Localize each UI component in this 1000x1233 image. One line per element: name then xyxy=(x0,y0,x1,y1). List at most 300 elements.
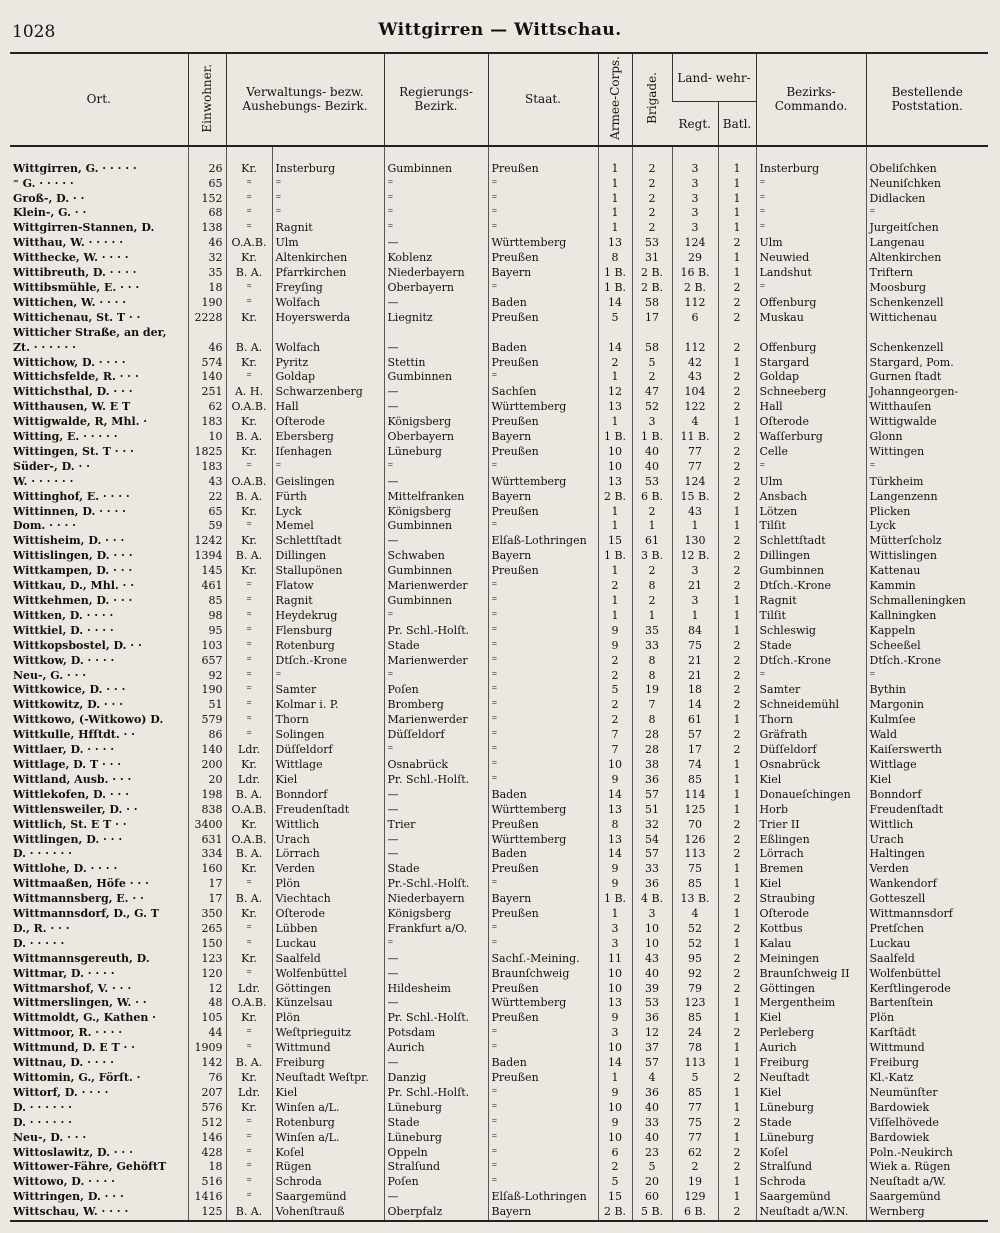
cell-army-corps: 13 xyxy=(598,475,632,490)
cell-brigade: 32 xyxy=(632,818,672,833)
cell-landwehr-batl: 1 xyxy=(718,907,756,922)
cell-army-corps: 9 xyxy=(598,1116,632,1131)
cell-place: Wittichenau, St. T · · xyxy=(13,310,141,324)
gazetteer-table xyxy=(10,52,988,1222)
table-row xyxy=(10,192,988,207)
cell-post-station: Wittichenau xyxy=(866,311,988,326)
cell-bezirks-commando: Stralſund xyxy=(756,1160,866,1175)
cell-landwehr-batl: 1 xyxy=(718,877,756,892)
cell-brigade: 40 xyxy=(632,967,672,982)
cell-admin-type: ⁼ xyxy=(226,1175,272,1190)
cell-brigade: 36 xyxy=(632,1011,672,1026)
cell-place: Wittkau, D., Mhl. · · xyxy=(13,579,135,593)
cell-admin-district: Künzelsau xyxy=(272,996,384,1011)
cell-population: 18 xyxy=(188,281,226,296)
cell-population: 140 xyxy=(188,743,226,758)
cell-bezirks-commando xyxy=(756,326,866,341)
cell-population: 631 xyxy=(188,833,226,848)
cell-brigade: 28 xyxy=(632,743,672,758)
cell-landwehr-regt: 57 xyxy=(672,728,718,743)
cell-landwehr-regt: 52 xyxy=(672,922,718,937)
cell-army-corps: 3 xyxy=(598,922,632,937)
cell-landwehr-batl: 2 xyxy=(718,311,756,326)
cell-landwehr-regt: 2 xyxy=(672,1160,718,1175)
cell-state: ⁼ xyxy=(488,1131,598,1146)
cell-population: 1242 xyxy=(188,534,226,549)
cell-admin-type: B. A. xyxy=(226,847,272,862)
cell-army-corps: 1 xyxy=(598,505,632,520)
cell-admin-type: ⁼ xyxy=(226,460,272,475)
cell-state: ⁼ xyxy=(488,1146,598,1161)
cell-army-corps: 2 xyxy=(598,579,632,594)
cell-admin-district: Oſterode xyxy=(272,415,384,430)
cell-landwehr-batl: 2 xyxy=(718,475,756,490)
cell-place: Wittmund, D. E T · · xyxy=(13,1041,136,1055)
cell-state: Württemberg xyxy=(488,236,598,251)
cell-state: ⁼ xyxy=(488,519,598,534)
cell-place: D. · · · · · · xyxy=(13,847,72,861)
cell-post-station: Neuſtadt a/W. xyxy=(866,1175,988,1190)
cell-state: Bayern xyxy=(488,549,598,564)
cell-population: 95 xyxy=(188,624,226,639)
cell-bezirks-commando: ⁼ xyxy=(756,177,866,192)
cell-admin-district: Pyritz xyxy=(272,356,384,371)
cell-regierungsbezirk: Lüneburg xyxy=(384,1101,488,1116)
table-row xyxy=(10,326,988,341)
cell-bezirks-commando: Perleberg xyxy=(756,1026,866,1041)
cell-brigade: 6 B. xyxy=(632,490,672,505)
cell-state: ⁼ xyxy=(488,177,598,192)
cell-landwehr-batl: 1 xyxy=(718,221,756,236)
cell-admin-type: ⁼ xyxy=(226,1160,272,1175)
cell-regierungsbezirk: ⁼ xyxy=(384,192,488,207)
cell-landwehr-regt: 113 xyxy=(672,847,718,862)
cell-admin-district: Fürth xyxy=(272,490,384,505)
cell-regierungsbezirk: Niederbayern xyxy=(384,892,488,907)
cell-landwehr-regt: 126 xyxy=(672,833,718,848)
cell-state: ⁼ xyxy=(488,743,598,758)
table-row xyxy=(10,221,988,236)
cell-brigade: 2 xyxy=(632,177,672,192)
cell-post-station: Bythin xyxy=(866,683,988,698)
cell-bezirks-commando: Neuſtadt xyxy=(756,1071,866,1086)
cell-brigade: 2 xyxy=(632,192,672,207)
cell-bezirks-commando: Kalau xyxy=(756,937,866,952)
cell-post-station: Saalfeld xyxy=(866,952,988,967)
cell-landwehr-batl: 2 xyxy=(718,892,756,907)
cell-place: Wittkampen, D. · · · xyxy=(13,564,133,578)
cell-admin-district: Wittlage xyxy=(272,758,384,773)
table-row xyxy=(10,1071,988,1086)
table-row xyxy=(10,758,988,773)
cell-regierungsbezirk: Marienwerder xyxy=(384,654,488,669)
cell-population: 125 xyxy=(188,1205,226,1221)
cell-landwehr-batl: 1 xyxy=(718,266,756,281)
cell-post-station: Neumünſter xyxy=(866,1086,988,1101)
table-row xyxy=(10,1056,988,1071)
cell-regierungsbezirk: — xyxy=(384,847,488,862)
cell-landwehr-batl: 2 xyxy=(718,385,756,400)
cell-post-station: Kiel xyxy=(866,773,988,788)
cell-admin-type: B. A. xyxy=(226,430,272,445)
cell-population: 265 xyxy=(188,922,226,937)
cell-admin-district: Viechtach xyxy=(272,892,384,907)
cell-place: Wittschau, W. · · · · xyxy=(10,1205,188,1221)
cell-post-station: Dtſch.-Krone xyxy=(866,654,988,669)
cell-landwehr-batl: 2 xyxy=(718,1205,756,1221)
cell-post-station: Kerſtlingerode xyxy=(866,982,988,997)
cell-landwehr-regt: 3 xyxy=(672,221,718,236)
cell-admin-type: Ldr. xyxy=(226,982,272,997)
cell-post-station: Johanngeorgen- xyxy=(866,385,988,400)
cell-place: Wittgirren, G. · · · · · xyxy=(13,161,137,175)
cell-place: Wittmannsdorf, D., G. T xyxy=(13,907,159,921)
cell-state: ⁼ xyxy=(488,654,598,669)
cell-regierungsbezirk: Danzig xyxy=(384,1071,488,1086)
cell-admin-district: Vohenſtrauß xyxy=(272,1205,384,1221)
cell-state: Württemberg xyxy=(488,400,598,415)
cell-army-corps: 5 xyxy=(598,1175,632,1190)
cell-bezirks-commando: Landshut xyxy=(756,266,866,281)
cell-place: Wittkiel, D. · · · · xyxy=(13,623,114,637)
cell-admin-type: Kr. xyxy=(226,162,272,177)
cell-bezirks-commando: Gräfrath xyxy=(756,728,866,743)
cell-place: Wittmerslingen, W. · · xyxy=(13,996,147,1010)
cell-admin-type: Ldr. xyxy=(226,1086,272,1101)
cell-brigade: 51 xyxy=(632,803,672,818)
cell-regierungsbezirk: — xyxy=(384,952,488,967)
cell-landwehr-batl: 2 xyxy=(718,818,756,833)
cell-admin-district: Memel xyxy=(272,519,384,534)
cell-regierungsbezirk: Niederbayern xyxy=(384,266,488,281)
cell-regierungsbezirk: Pr.-Schl.-Holſt. xyxy=(384,877,488,892)
cell-bezirks-commando: Dillingen xyxy=(756,549,866,564)
cell-army-corps: 12 xyxy=(598,385,632,400)
cell-admin-type: B. A. xyxy=(226,549,272,564)
cell-regierungsbezirk: ⁼ xyxy=(384,221,488,236)
cell-admin-district: Freiburg xyxy=(272,1056,384,1071)
cell-army-corps: 9 xyxy=(598,639,632,654)
cell-bezirks-commando: ⁼ xyxy=(756,281,866,296)
cell-army-corps: 7 xyxy=(598,743,632,758)
cell-bezirks-commando: Schneeberg xyxy=(756,385,866,400)
cell-place: Klein-, G. · · xyxy=(13,206,87,220)
cell-regierungsbezirk: — xyxy=(384,236,488,251)
cell-regierungsbezirk: Königsberg xyxy=(384,505,488,520)
cell-brigade: 39 xyxy=(632,982,672,997)
table-body xyxy=(10,146,988,1221)
cell-admin-district: Oſterode xyxy=(272,907,384,922)
cell-post-station: Schenkenzell xyxy=(866,341,988,356)
cell-bezirks-commando: Ulm xyxy=(756,475,866,490)
cell-landwehr-batl: 2 xyxy=(718,922,756,937)
table-row xyxy=(10,1041,988,1056)
cell-admin-type: Kr. xyxy=(226,758,272,773)
cell-brigade: 40 xyxy=(632,1101,672,1116)
cell-place: Wittgirren-Stannen, D. xyxy=(13,221,155,235)
cell-bezirks-commando: Kiel xyxy=(756,1086,866,1101)
cell-army-corps: 13 xyxy=(598,400,632,415)
cell-bezirks-commando: Mergentheim xyxy=(756,996,866,1011)
cell-landwehr-regt: 3 xyxy=(672,192,718,207)
cell-bezirks-commando: Neuſtadt a/W.N. xyxy=(756,1205,866,1221)
cell-brigade: 28 xyxy=(632,728,672,743)
cell-admin-type: O.A.B. xyxy=(226,475,272,490)
cell-landwehr-regt: 5 xyxy=(672,1071,718,1086)
header-bezirkscommando: Bezirks- Commando. xyxy=(756,53,866,146)
cell-regierungsbezirk: Marienwerder xyxy=(384,579,488,594)
cell-army-corps: 2 xyxy=(598,1160,632,1175)
cell-population: 657 xyxy=(188,654,226,669)
cell-regierungsbezirk: Schwaben xyxy=(384,549,488,564)
cell-army-corps: 2 xyxy=(598,713,632,728)
cell-post-station: Glonn xyxy=(866,430,988,445)
cell-place: Wittibreuth, D. · · · · xyxy=(13,266,137,280)
cell-regierungsbezirk: — xyxy=(384,296,488,311)
cell-regierungsbezirk: — xyxy=(384,1056,488,1071)
cell-state: ⁼ xyxy=(488,713,598,728)
cell-post-station: Langenzenn xyxy=(866,490,988,505)
cell-bezirks-commando: Schlettſtadt xyxy=(756,534,866,549)
cell-brigade: 2 xyxy=(632,221,672,236)
cell-admin-district: Hoyerswerda xyxy=(272,311,384,326)
cell-army-corps: 10 xyxy=(598,445,632,460)
cell-landwehr-regt: 4 xyxy=(672,415,718,430)
cell-state: Bayern xyxy=(488,1205,598,1221)
cell-admin-district: Ulm xyxy=(272,236,384,251)
cell-bezirks-commando: Stade xyxy=(756,639,866,654)
cell-regierungsbezirk: ⁼ xyxy=(384,609,488,624)
cell-post-station: Kl.-Katz xyxy=(866,1071,988,1086)
cell-landwehr-batl: 1 xyxy=(718,609,756,624)
cell-landwehr-regt: 130 xyxy=(672,534,718,549)
cell-landwehr-batl: 2 xyxy=(718,400,756,415)
cell-place: Wittlekofen, D. · · · xyxy=(13,787,129,801)
cell-post-station: Karſtädt xyxy=(866,1026,988,1041)
cell-state: ⁼ xyxy=(488,579,598,594)
cell-brigade: 43 xyxy=(632,952,672,967)
cell-landwehr-regt: 95 xyxy=(672,952,718,967)
cell-population: 3400 xyxy=(188,818,226,833)
cell-landwehr-regt: 43 xyxy=(672,370,718,385)
table-row xyxy=(10,430,988,445)
table-row xyxy=(10,624,988,639)
cell-landwehr-batl: 2 xyxy=(718,683,756,698)
cell-landwehr-batl: 1 xyxy=(718,1086,756,1101)
cell-state: Württemberg xyxy=(488,475,598,490)
cell-landwehr-regt: 84 xyxy=(672,624,718,639)
cell-brigade: 37 xyxy=(632,1041,672,1056)
cell-bezirks-commando: Lüneburg xyxy=(756,1101,866,1116)
cell-place: Wittlohe, D. · · · · xyxy=(13,862,118,876)
cell-admin-type: ⁼ xyxy=(226,1026,272,1041)
cell-regierungsbezirk: ⁼ xyxy=(384,177,488,192)
cell-population: 461 xyxy=(188,579,226,594)
cell-bezirks-commando: Kiel xyxy=(756,1011,866,1026)
table-row xyxy=(10,713,988,728)
cell-admin-district: Geislingen xyxy=(272,475,384,490)
cell-population: 103 xyxy=(188,639,226,654)
cell-admin-district: Plön xyxy=(272,877,384,892)
cell-bezirks-commando: Göttingen xyxy=(756,982,866,997)
cell-admin-type: Kr. xyxy=(226,415,272,430)
cell-brigade: 2 xyxy=(632,505,672,520)
cell-army-corps: 14 xyxy=(598,788,632,803)
cell-bezirks-commando: Insterburg xyxy=(756,162,866,177)
cell-post-station: Schmalleningken xyxy=(866,594,988,609)
cell-landwehr-batl: 2 xyxy=(718,833,756,848)
cell-brigade: 8 xyxy=(632,654,672,669)
cell-landwehr-batl: 2 xyxy=(718,296,756,311)
cell-army-corps: 15 xyxy=(598,534,632,549)
cell-post-station: Saargemünd xyxy=(866,1190,988,1205)
cell-state: Preußen xyxy=(488,907,598,922)
cell-admin-type: B. A. xyxy=(226,788,272,803)
cell-landwehr-batl: 2 xyxy=(718,370,756,385)
cell-bezirks-commando: ⁼ xyxy=(756,221,866,236)
cell-admin-type: ⁼ xyxy=(226,728,272,743)
table-row xyxy=(10,1190,988,1205)
cell-bezirks-commando: Lörrach xyxy=(756,847,866,862)
cell-state: ⁼ xyxy=(488,192,598,207)
cell-admin-type: Ldr. xyxy=(226,743,272,758)
cell-army-corps: 9 xyxy=(598,877,632,892)
cell-post-station: ⁼ xyxy=(866,206,988,221)
cell-landwehr-batl: 1 xyxy=(718,519,756,534)
table-row xyxy=(10,773,988,788)
cell-state: ⁼ xyxy=(488,683,598,698)
cell-population xyxy=(188,326,226,341)
cell-admin-type: ⁼ xyxy=(226,654,272,669)
cell-landwehr-regt: 74 xyxy=(672,758,718,773)
cell-bezirks-commando: Kiel xyxy=(756,773,866,788)
cell-landwehr-batl: 2 xyxy=(718,579,756,594)
cell-place: Wittkowitz, D. · · · xyxy=(13,698,124,712)
cell-landwehr-batl: 1 xyxy=(718,206,756,221)
cell-state: ⁼ xyxy=(488,1101,598,1116)
cell-population: 32 xyxy=(188,251,226,266)
cell-admin-district: Plön xyxy=(272,1011,384,1026)
cell-place: Wittowo, D. · · · · xyxy=(13,1175,115,1189)
cell-state: Preußen xyxy=(488,982,598,997)
cell-bezirks-commando: ⁼ xyxy=(756,669,866,684)
cell-brigade: 1 xyxy=(632,609,672,624)
header-ort: Ort. xyxy=(10,53,188,146)
cell-population: 65 xyxy=(188,505,226,520)
cell-admin-type: Kr. xyxy=(226,311,272,326)
cell-landwehr-batl: 1 xyxy=(718,1131,756,1146)
cell-army-corps: 5 xyxy=(598,683,632,698)
cell-population: 17 xyxy=(188,892,226,907)
cell-bezirks-commando: ⁼ xyxy=(756,206,866,221)
cell-admin-type: Kr. xyxy=(226,1071,272,1086)
cell-state: Preußen xyxy=(488,862,598,877)
cell-post-station: Neuniſchken xyxy=(866,177,988,192)
cell-landwehr-batl: 2 xyxy=(718,743,756,758)
cell-bezirks-commando: Aurich xyxy=(756,1041,866,1056)
cell-brigade: 10 xyxy=(632,922,672,937)
cell-admin-type: ⁼ xyxy=(226,609,272,624)
cell-admin-district: Samter xyxy=(272,683,384,698)
cell-landwehr-regt: 3 xyxy=(672,206,718,221)
cell-landwehr-regt: 1 xyxy=(672,609,718,624)
cell-state: Baden xyxy=(488,341,598,356)
cell-post-station: Plön xyxy=(866,1011,988,1026)
cell-regierungsbezirk: Oppeln xyxy=(384,1146,488,1161)
cell-bezirks-commando: Straubing xyxy=(756,892,866,907)
cell-army-corps: 1 xyxy=(598,221,632,236)
cell-regierungsbezirk: Gumbinnen xyxy=(384,162,488,177)
cell-regierungsbezirk: — xyxy=(384,833,488,848)
cell-landwehr-regt: 112 xyxy=(672,296,718,311)
cell-bezirks-commando: Stade xyxy=(756,1116,866,1131)
cell-bezirks-commando: Donaueſchingen xyxy=(756,788,866,803)
cell-post-station: Wolfenbüttel xyxy=(866,967,988,982)
cell-landwehr-regt: 85 xyxy=(672,1011,718,1026)
cell-brigade: 8 xyxy=(632,579,672,594)
cell-landwehr-regt: 77 xyxy=(672,1101,718,1116)
cell-regierungsbezirk: — xyxy=(384,400,488,415)
cell-population: 12 xyxy=(188,982,226,997)
cell-landwehr-regt: 77 xyxy=(672,1131,718,1146)
cell-post-station: Verden xyxy=(866,862,988,877)
cell-regierungsbezirk: — xyxy=(384,788,488,803)
cell-place: Wittkow, D. · · · · xyxy=(13,653,115,667)
cell-state: Württemberg xyxy=(488,803,598,818)
cell-admin-district: ⁼ xyxy=(272,206,384,221)
cell-brigade: 47 xyxy=(632,385,672,400)
cell-post-station: Margonin xyxy=(866,698,988,713)
cell-place: Wittlich, St. E T · · xyxy=(13,817,127,831)
table-row xyxy=(10,1011,988,1026)
cell-admin-district: Altenkirchen xyxy=(272,251,384,266)
cell-state: Preußen xyxy=(488,1071,598,1086)
table-row xyxy=(10,967,988,982)
cell-regierungsbezirk: Frankfurt a/O. xyxy=(384,922,488,937)
cell-bezirks-commando: Oſterode xyxy=(756,907,866,922)
cell-brigade: 57 xyxy=(632,1056,672,1071)
cell-brigade: 4 xyxy=(632,1071,672,1086)
cell-population: 62 xyxy=(188,400,226,415)
cell-bezirks-commando: Kiel xyxy=(756,877,866,892)
cell-place: Wittower-Fähre, GehöftT xyxy=(13,1160,167,1174)
cell-brigade: 36 xyxy=(632,877,672,892)
cell-population: 198 xyxy=(188,788,226,803)
cell-place: Witthausen, W. E T xyxy=(13,400,131,414)
cell-place: Wittinghof, E. · · · · xyxy=(13,489,130,503)
cell-landwehr-regt: 21 xyxy=(672,579,718,594)
cell-population: 138 xyxy=(188,221,226,236)
cell-state: ⁼ xyxy=(488,639,598,654)
cell-place: Wittringen, D. · · · xyxy=(13,1190,124,1204)
table-row xyxy=(10,356,988,371)
cell-admin-type: Kr. xyxy=(226,1011,272,1026)
cell-admin-district: Neuſtadt Weſtpr. xyxy=(272,1071,384,1086)
cell-bezirks-commando: Offenburg xyxy=(756,341,866,356)
cell-admin-district: Kolmar i. P. xyxy=(272,698,384,713)
table-row xyxy=(10,490,988,505)
header-verwaltung: Verwaltungs- bezw. Aushebungs- Bezirk. xyxy=(226,53,384,146)
table-row xyxy=(10,177,988,192)
cell-landwehr-regt: 2 B. xyxy=(672,281,718,296)
cell-brigade: 57 xyxy=(632,788,672,803)
cell-regierungsbezirk: Stettin xyxy=(384,356,488,371)
cell-landwehr-regt: 77 xyxy=(672,460,718,475)
cell-admin-type: B. A. xyxy=(226,892,272,907)
cell-admin-district: Winſen a/L. xyxy=(272,1101,384,1116)
cell-admin-type: ⁼ xyxy=(226,296,272,311)
cell-army-corps: 1 B. xyxy=(598,892,632,907)
